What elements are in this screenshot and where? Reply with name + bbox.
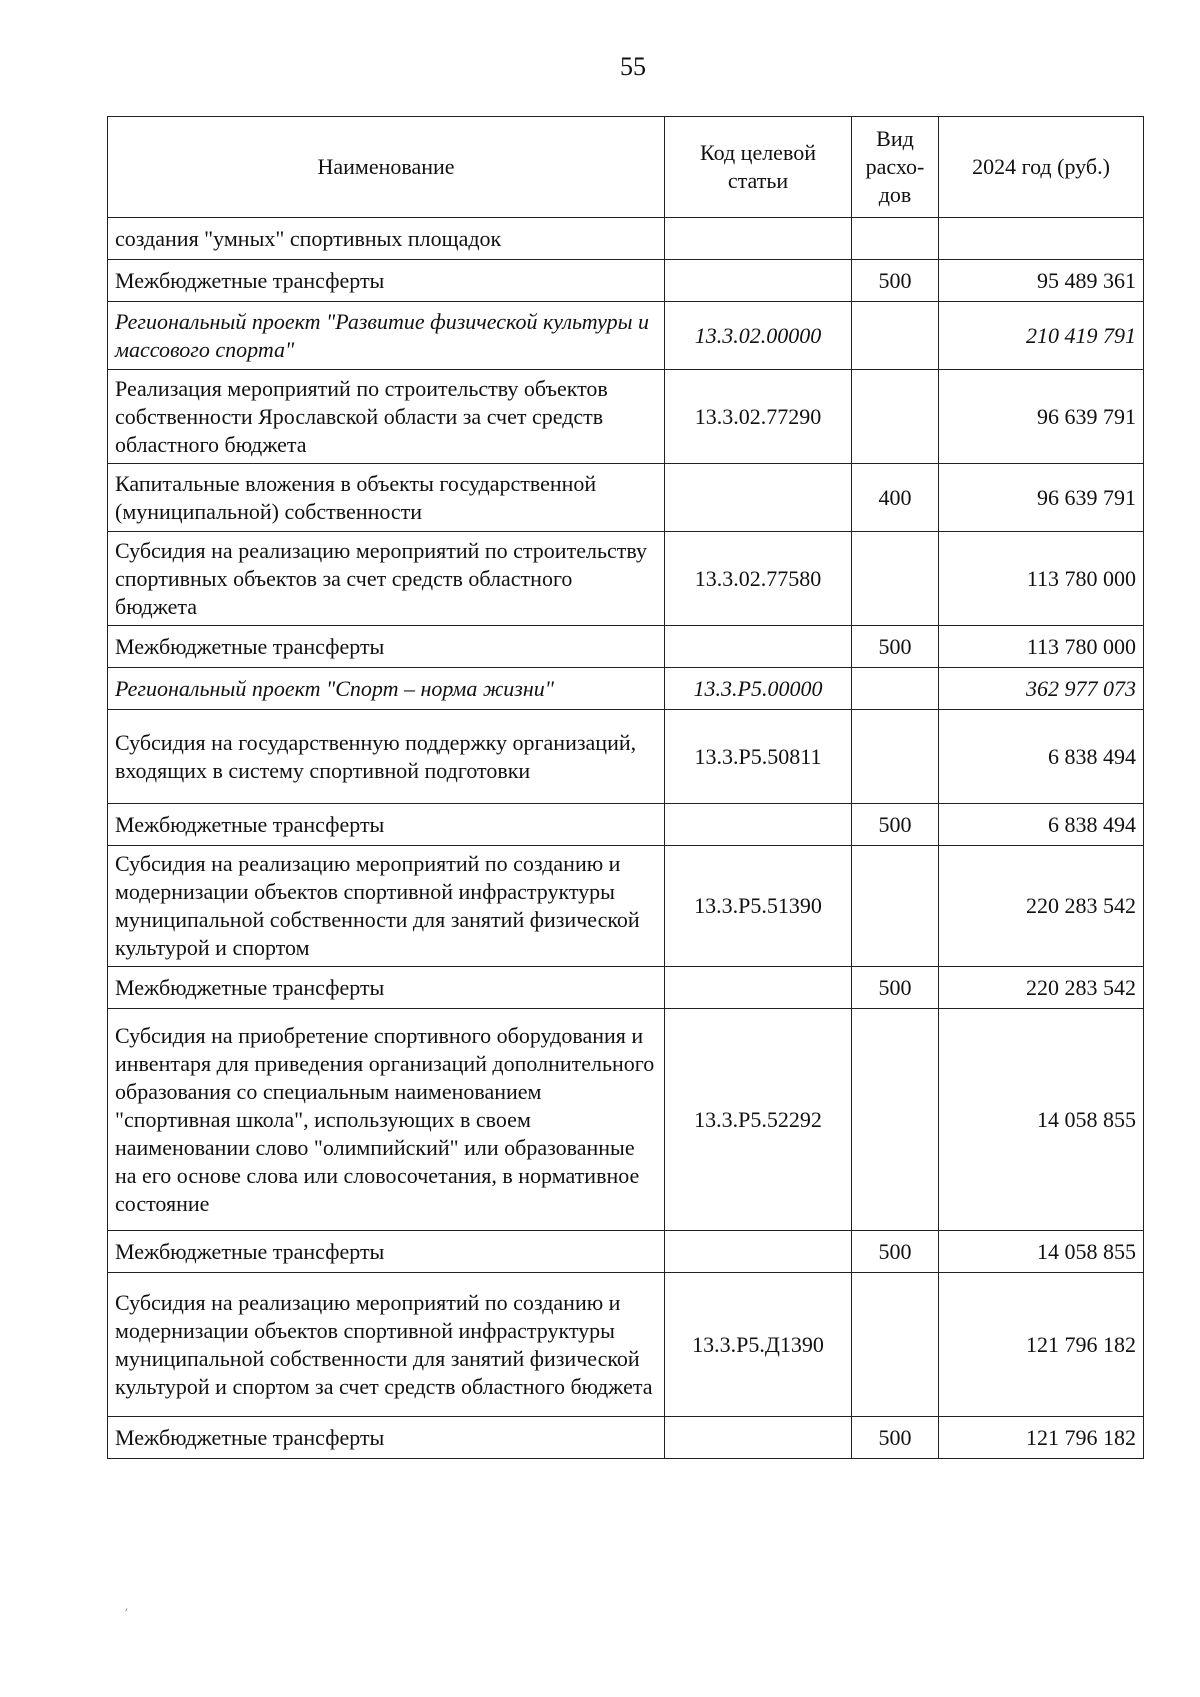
header-code: Код целевой статьи: [665, 117, 852, 218]
row-amount: 121 796 182: [939, 1273, 1144, 1417]
row-name: Межбюджетные трансферты: [108, 260, 665, 302]
header-kind: Вид расхо-дов: [852, 117, 939, 218]
header-name: Наименование: [108, 117, 665, 218]
row-amount: 96 639 791: [939, 464, 1144, 532]
table-row: [108, 532, 1144, 626]
row-name: Региональный проект "Спорт – норма жизни": [108, 668, 665, 710]
row-kind: [852, 1273, 939, 1417]
row-kind: [852, 302, 939, 370]
row-name: создания "умных" спортивных площадок: [108, 218, 665, 260]
row-code: 13.3.P5.51390: [665, 846, 852, 967]
budget-table: [107, 116, 1144, 1459]
row-kind: [852, 710, 939, 804]
row-name: Реализация мероприятий по строительству объектов собственности Ярославской области за счет средств областного бюджета: [108, 370, 665, 464]
row-amount: 113 780 000: [939, 626, 1144, 668]
row-amount: [939, 218, 1144, 260]
table-row: [108, 626, 1144, 668]
table-row: [108, 370, 1144, 464]
row-amount: 95 489 361: [939, 260, 1144, 302]
table-row: [108, 1009, 1144, 1231]
row-name: Межбюджетные трансферты: [108, 1231, 665, 1273]
row-amount: 362 977 073: [939, 668, 1144, 710]
header-amount: 2024 год (руб.): [939, 117, 1144, 218]
row-name: Межбюджетные трансферты: [108, 626, 665, 668]
page-number: 55: [620, 52, 646, 81]
row-amount: 113 780 000: [939, 532, 1144, 626]
table-row: [108, 804, 1144, 846]
header-row: [108, 117, 1144, 218]
table-body: [108, 218, 1144, 1459]
row-amount: 6 838 494: [939, 710, 1144, 804]
row-kind: [852, 218, 939, 260]
row-name: Межбюджетные трансферты: [108, 804, 665, 846]
row-name: Межбюджетные трансферты: [108, 1417, 665, 1459]
table-row: [108, 967, 1144, 1009]
row-kind: 500: [852, 804, 939, 846]
row-code: [665, 804, 852, 846]
row-amount: 210 419 791: [939, 302, 1144, 370]
table-row: [108, 1273, 1144, 1417]
row-code: [665, 1231, 852, 1273]
row-code: 13.3.P5.00000: [665, 668, 852, 710]
row-name: Субсидия на реализацию мероприятий по строительству спортивных объектов за счет средств областного бюджета: [108, 532, 665, 626]
row-code: [665, 260, 852, 302]
table-row: [108, 464, 1144, 532]
row-amount: 14 058 855: [939, 1231, 1144, 1273]
table-row: [108, 846, 1144, 967]
table-row: [108, 1231, 1144, 1273]
row-kind: [852, 846, 939, 967]
row-name: Субсидия на реализацию мероприятий по созданию и модернизации объектов спортивной инфраструктуры муниципальной собственности для занятий физической культурой и спортом: [108, 846, 665, 967]
table-row: [108, 302, 1144, 370]
row-amount: 121 796 182: [939, 1417, 1144, 1459]
row-amount: 96 639 791: [939, 370, 1144, 464]
row-kind: 500: [852, 1231, 939, 1273]
row-name: Капитальные вложения в объекты государственной (муниципальной) собственности: [108, 464, 665, 532]
row-code: 13.3.02.77580: [665, 532, 852, 626]
row-code: [665, 218, 852, 260]
row-code: [665, 626, 852, 668]
row-amount: 14 058 855: [939, 1009, 1144, 1231]
table-row: [108, 218, 1144, 260]
table-header: [108, 117, 1144, 218]
row-code: [665, 1417, 852, 1459]
table-row: [108, 260, 1144, 302]
row-kind: [852, 1009, 939, 1231]
row-kind: 500: [852, 626, 939, 668]
row-name: Субсидия на реализацию мероприятий по созданию и модернизации объектов спортивной инфраструктуры муниципальной собственности для занятий физической культурой и спортом за счет средств областного бюджета: [108, 1273, 665, 1417]
row-amount: 220 283 542: [939, 846, 1144, 967]
row-code: 13.3.02.00000: [665, 302, 852, 370]
table-row: [108, 668, 1144, 710]
row-code: 13.3.P5.Д1390: [665, 1273, 852, 1417]
row-name: Межбюджетные трансферты: [108, 967, 665, 1009]
row-code: [665, 464, 852, 532]
row-amount: 6 838 494: [939, 804, 1144, 846]
row-code: 13.3.02.77290: [665, 370, 852, 464]
scan-mark: ׳: [125, 1604, 128, 1618]
row-kind: 400: [852, 464, 939, 532]
row-code: 13.3.P5.52292: [665, 1009, 852, 1231]
row-name: Субсидия на приобретение спортивного оборудования и инвентаря для приведения организаций дополнительного образования со специальным наименованием "спортивная школа", использующих в своем наименовании слово "олимпийский" или образованные на его основе слова или словосочетания, в нормативное состояние: [108, 1009, 665, 1231]
row-code: 13.3.P5.50811: [665, 710, 852, 804]
row-kind: [852, 370, 939, 464]
table-row: [108, 1417, 1144, 1459]
row-name: Субсидия на государственную поддержку организаций, входящих в систему спортивной подготовки: [108, 710, 665, 804]
table-row: [108, 710, 1144, 804]
row-kind: [852, 668, 939, 710]
row-kind: 500: [852, 967, 939, 1009]
row-amount: 220 283 542: [939, 967, 1144, 1009]
row-kind: 500: [852, 260, 939, 302]
row-kind: [852, 532, 939, 626]
row-name: Региональный проект "Развитие физической культуры и массового спорта": [108, 302, 665, 370]
row-kind: 500: [852, 1417, 939, 1459]
row-code: [665, 967, 852, 1009]
